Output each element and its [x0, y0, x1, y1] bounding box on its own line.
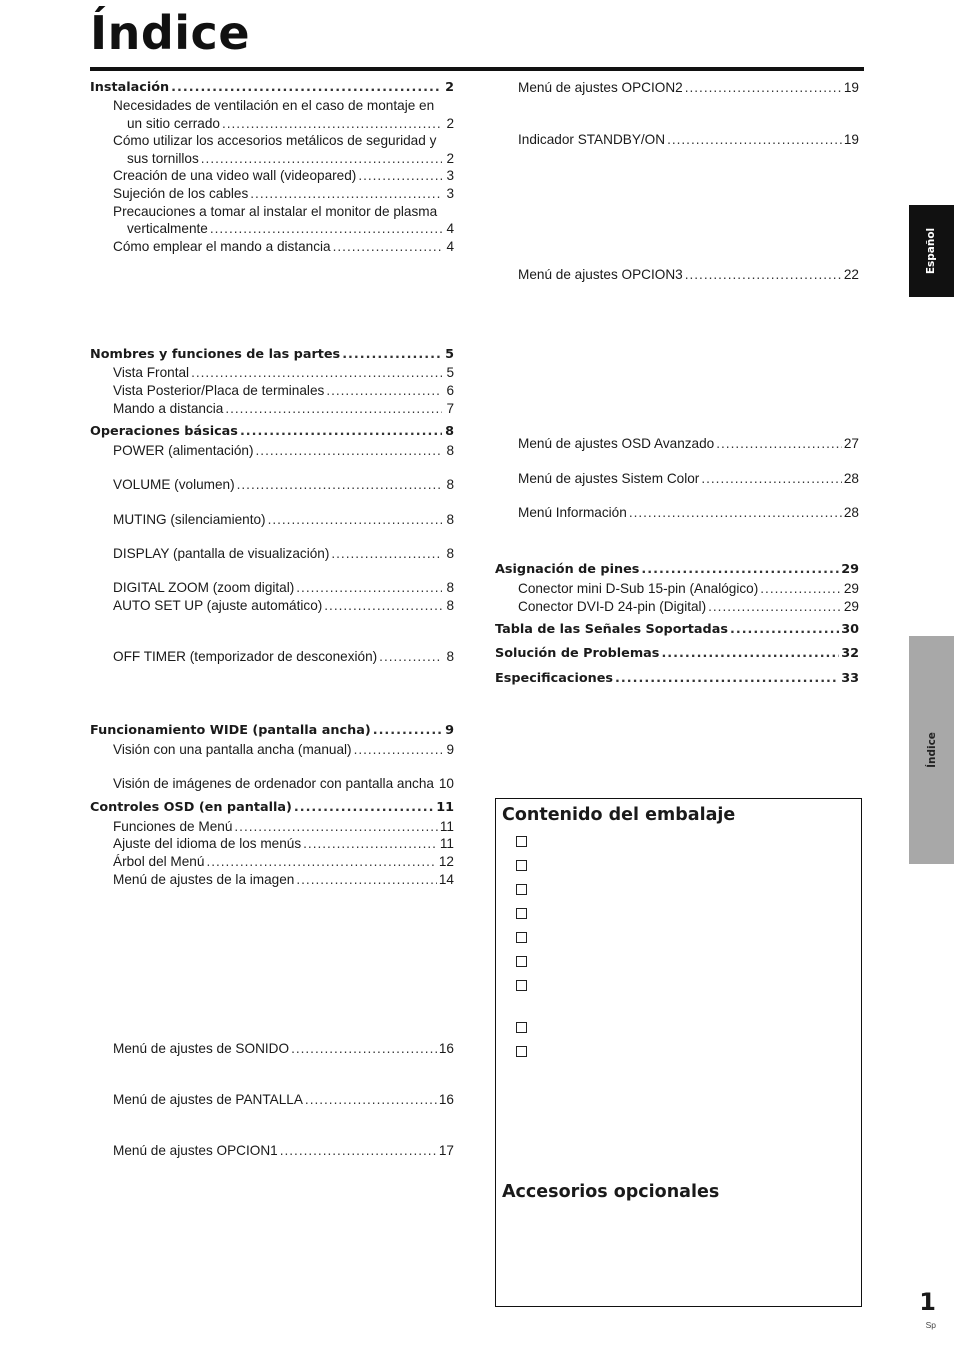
- toc-section-entry[interactable]: [495, 621, 859, 638]
- toc-entry-label: Tabla de las Señales Soportadas: [495, 622, 728, 637]
- toc-page-number: 8: [445, 424, 454, 439]
- toc-page-number: 9: [445, 723, 454, 738]
- section-tab-label: Índice: [925, 732, 938, 768]
- toc-text-line: Necesidades de ventilación en el caso de montaje en: [113, 98, 435, 113]
- toc-entry-label: Menú Información: [518, 505, 627, 520]
- toc-entry-label: Creación de una video wall (videopared): [113, 168, 357, 183]
- toc-leader-dots: [237, 476, 442, 493]
- toc-page-number: 8: [446, 477, 454, 492]
- toc-entry[interactable]: [127, 115, 454, 132]
- toc-page-number: 10: [438, 776, 454, 791]
- toc-page-number: 9: [446, 742, 454, 757]
- toc-page-number: 4: [446, 221, 454, 236]
- toc-entry-label: Árbol del Menú: [113, 854, 205, 869]
- toc-leader-dots: [201, 150, 442, 167]
- toc-page-number: 11: [436, 800, 454, 815]
- toc-leader-dots: [708, 598, 842, 615]
- toc-entry-label: Conector mini D-Sub 15-pin (Analógico): [518, 581, 759, 596]
- toc-leader-dots: [701, 470, 842, 487]
- toc-page-number: 14: [438, 872, 454, 887]
- toc-leader-dots: [294, 799, 434, 816]
- toc-leader-dots: [280, 1142, 437, 1159]
- toc-entry[interactable]: [113, 238, 454, 255]
- toc-page-number: 33: [841, 671, 859, 686]
- toc-section-entry[interactable]: [90, 346, 454, 363]
- toc-entry-label: Menú de ajustes OPCION2: [518, 80, 683, 95]
- toc-page-number: 17: [438, 1143, 454, 1158]
- checkbox[interactable]: [516, 884, 527, 895]
- package-contents-title: Contenido del embalaje: [502, 805, 736, 825]
- toc-page-number: 8: [446, 512, 454, 527]
- toc-entry[interactable]: [113, 818, 454, 835]
- toc-leader-dots: [225, 400, 442, 417]
- toc-entry-label: Conector DVI-D 24-pin (Digital): [518, 599, 707, 614]
- toc-leader-dots: [291, 1040, 437, 1057]
- toc-entry-label: Visión de imágenes de ordenador con pantalla ancha: [113, 776, 434, 791]
- toc-page-number: 16: [438, 1041, 454, 1056]
- toc-entry-label: Controles OSD (en pantalla): [90, 800, 292, 815]
- toc-entry[interactable]: [113, 871, 454, 888]
- toc-entry[interactable]: [113, 476, 454, 493]
- toc-leader-dots: [296, 871, 437, 888]
- toc-entry[interactable]: [113, 382, 454, 399]
- toc-page-number: 3: [446, 168, 454, 183]
- toc-entry-label: Nombres y funciones de las partes: [90, 347, 341, 362]
- language-tab[interactable]: [909, 205, 954, 297]
- toc-leader-dots: [240, 423, 442, 440]
- toc-page-number: 3: [446, 186, 454, 201]
- title-rule: [90, 67, 864, 71]
- toc-entry-label: Vista Posterior/Placa de terminales: [113, 383, 325, 398]
- section-tab[interactable]: [909, 636, 954, 864]
- toc-entry[interactable]: [518, 266, 859, 283]
- toc-page-number: 32: [841, 646, 859, 661]
- checkbox[interactable]: [516, 908, 527, 919]
- toc-leader-dots: [342, 346, 442, 363]
- toc-entry[interactable]: [113, 364, 454, 381]
- toc-page-number: 7: [446, 401, 454, 416]
- toc-entry-label: VOLUME (volumen): [113, 477, 235, 492]
- toc-leader-dots: [358, 167, 442, 184]
- toc-page-number: 27: [843, 436, 859, 451]
- toc-entry[interactable]: [113, 1091, 454, 1108]
- toc-page-number: 2: [445, 80, 454, 95]
- toc-page-number: 6: [446, 383, 454, 398]
- toc-page-number: 5: [445, 347, 454, 362]
- toc-entry[interactable]: [518, 504, 859, 521]
- toc-entry-label: Sujeción de los cables: [113, 186, 249, 201]
- toc-entry[interactable]: [113, 835, 454, 852]
- toc-leader-dots: [326, 382, 442, 399]
- toc-entry-label: Visión con una pantalla ancha (manual): [113, 742, 352, 757]
- toc-entry-label: Indicador STANDBY/ON: [518, 132, 666, 147]
- toc-leader-dots: [436, 775, 437, 792]
- toc-leader-dots: [333, 238, 442, 255]
- toc-page-number: 11: [439, 819, 454, 834]
- toc-page-number: 8: [446, 580, 454, 595]
- toc-page-number: 5: [446, 365, 454, 380]
- toc-page-number: 11: [439, 836, 454, 851]
- toc-entry-label: Menú de ajustes de SONIDO: [113, 1041, 290, 1056]
- toc-entry[interactable]: [113, 185, 454, 202]
- toc-entry[interactable]: [113, 545, 454, 562]
- toc-entry[interactable]: [113, 597, 454, 614]
- toc-entry-label: Menú de ajustes OSD Avanzado: [518, 436, 715, 451]
- checkbox[interactable]: [516, 860, 527, 871]
- toc-page-number: 8: [446, 649, 454, 664]
- toc-text-line: Cómo utilizar los accesorios metálicos de seguridad y: [113, 133, 437, 148]
- toc-section-entry[interactable]: [90, 722, 454, 739]
- toc-entry-label: Menú de ajustes de PANTALLA: [113, 1092, 303, 1107]
- toc-entry-label: Instalación: [90, 80, 170, 95]
- toc-page-number: 2: [446, 151, 454, 166]
- toc-entry-label: Menú de ajustes de la imagen: [113, 872, 295, 887]
- toc-page-number: 8: [446, 598, 454, 613]
- toc-leader-dots: [685, 266, 842, 283]
- toc-page-number: 8: [446, 443, 454, 458]
- toc-entry[interactable]: [113, 741, 454, 758]
- toc-text-line: Precauciones a tomar al instalar el monitor de plasma: [113, 204, 438, 219]
- toc-leader-dots: [685, 79, 842, 96]
- package-contents-box: [495, 798, 862, 1307]
- toc-entry-label: Menú de ajustes OPCION3: [518, 267, 683, 282]
- toc-leader-dots: [303, 835, 438, 852]
- toc-entry-label: Mando a distancia: [113, 401, 224, 416]
- toc-leader-dots: [256, 442, 442, 459]
- toc-entry[interactable]: [518, 470, 859, 487]
- toc-leader-dots: [331, 545, 442, 562]
- toc-entry[interactable]: [518, 580, 859, 597]
- toc-page-number: 8: [446, 546, 454, 561]
- toc-entry[interactable]: [113, 1040, 454, 1057]
- toc-page-number: 30: [841, 622, 859, 637]
- optional-accessories-title: Accesorios opcionales: [502, 1182, 720, 1202]
- toc-leader-dots: [210, 220, 442, 237]
- checkbox[interactable]: [516, 1046, 527, 1057]
- toc-page-number: 22: [843, 267, 859, 282]
- toc-entry-label: Especificaciones: [495, 671, 614, 686]
- toc-entry-label: Menú de ajustes Sistem Color: [518, 471, 700, 486]
- page-language-code: Sp: [925, 1320, 936, 1330]
- toc-leader-dots: [373, 722, 442, 739]
- checkbox[interactable]: [516, 956, 527, 967]
- toc-leader-dots: [354, 741, 442, 758]
- toc-entry[interactable]: [113, 648, 454, 665]
- toc-entry[interactable]: [113, 167, 454, 184]
- toc-leader-dots: [615, 670, 839, 687]
- toc-section-entry[interactable]: [90, 799, 454, 816]
- toc-leader-dots: [268, 511, 442, 528]
- toc-entry-label: OFF TIMER (temporizador de desconexión): [113, 649, 378, 664]
- toc-leader-dots: [234, 818, 437, 835]
- toc-page-number: 28: [843, 505, 859, 520]
- toc-entry-label: Solución de Problemas: [495, 646, 660, 661]
- toc-leader-dots: [305, 1091, 437, 1108]
- toc-entry[interactable]: [127, 220, 454, 237]
- page-title: Índice: [90, 6, 251, 60]
- toc-page-number: 19: [843, 80, 859, 95]
- checkbox[interactable]: [516, 1022, 527, 1033]
- toc-entry[interactable]: [518, 598, 859, 615]
- toc-entry-label: MUTING (silenciamiento): [113, 512, 266, 527]
- toc-leader-dots: [730, 621, 839, 638]
- toc-entry[interactable]: [113, 511, 454, 528]
- toc-leader-dots: [222, 115, 442, 132]
- toc-entry[interactable]: [113, 579, 454, 596]
- toc-leader-dots: [324, 597, 442, 614]
- toc-entry-label: Menú de ajustes OPCION1: [113, 1143, 278, 1158]
- toc-leader-dots: [206, 853, 436, 870]
- toc-leader-dots: [667, 131, 842, 148]
- toc-leader-dots: [250, 185, 442, 202]
- toc-entry-label: Funciones de Menú: [113, 819, 233, 834]
- toc-section-entry[interactable]: [90, 79, 454, 96]
- toc-section-entry[interactable]: [495, 670, 859, 687]
- toc-entry-label: Asignación de pines: [495, 562, 640, 577]
- toc-page-number: 28: [843, 471, 859, 486]
- toc-section-entry[interactable]: [495, 561, 859, 578]
- checkbox[interactable]: [516, 836, 527, 847]
- toc-page-number: 29: [841, 562, 859, 577]
- toc-leader-dots: [379, 648, 442, 665]
- toc-leader-dots: [716, 435, 842, 452]
- toc-entry[interactable]: [113, 1142, 454, 1159]
- toc-page-number: 4: [446, 239, 454, 254]
- toc-page-number: 19: [843, 132, 859, 147]
- toc-section-entry[interactable]: [90, 423, 454, 440]
- toc-leader-dots: [661, 645, 839, 662]
- toc-leader-dots: [641, 561, 839, 578]
- toc-page-number: 16: [438, 1092, 454, 1107]
- toc-entry-label: Cómo emplear el mando a distancia: [113, 239, 331, 254]
- toc-leader-dots: [171, 79, 442, 96]
- toc-entry[interactable]: [127, 150, 454, 167]
- toc-entry[interactable]: [113, 775, 454, 792]
- toc-entry[interactable]: [113, 853, 454, 870]
- toc-entry[interactable]: [113, 442, 454, 459]
- toc-page-number: 12: [438, 854, 454, 869]
- toc-page-number: 29: [843, 581, 859, 596]
- toc-leader-dots: [629, 504, 842, 521]
- checkbox[interactable]: [516, 932, 527, 943]
- toc-leader-dots: [760, 580, 842, 597]
- toc-entry[interactable]: [518, 435, 859, 452]
- toc-entry[interactable]: [113, 400, 454, 417]
- toc-leader-dots: [296, 579, 442, 596]
- toc-entry[interactable]: [518, 131, 859, 148]
- toc-page-number: 2: [446, 116, 454, 131]
- toc-entry-label: Vista Frontal: [113, 365, 190, 380]
- toc-entry-label: Ajuste del idioma de los menús: [113, 836, 302, 851]
- toc-entry-label: sus tornillos: [127, 151, 199, 166]
- toc-entry-label: DISPLAY (pantalla de visualización): [113, 546, 330, 561]
- toc-entry-label: DIGITAL ZOOM (zoom digital): [113, 580, 295, 595]
- toc-entry-label: Funcionamiento WIDE (pantalla ancha): [90, 723, 371, 738]
- toc-entry[interactable]: [518, 79, 859, 96]
- language-tab-label: Español: [925, 227, 938, 275]
- toc-leader-dots: [191, 364, 442, 381]
- toc-entry-label: AUTO SET UP (ajuste automático): [113, 598, 323, 613]
- toc-page-number: 29: [843, 599, 859, 614]
- toc-entry-label: verticalmente: [127, 221, 208, 236]
- page-number: 1: [919, 1288, 936, 1316]
- checkbox[interactable]: [516, 980, 527, 991]
- toc-entry-label: un sitio cerrado: [127, 116, 220, 131]
- toc-entry-label: Operaciones básicas: [90, 424, 238, 439]
- toc-section-entry[interactable]: [495, 645, 859, 662]
- toc-entry-label: POWER (alimentación): [113, 443, 254, 458]
